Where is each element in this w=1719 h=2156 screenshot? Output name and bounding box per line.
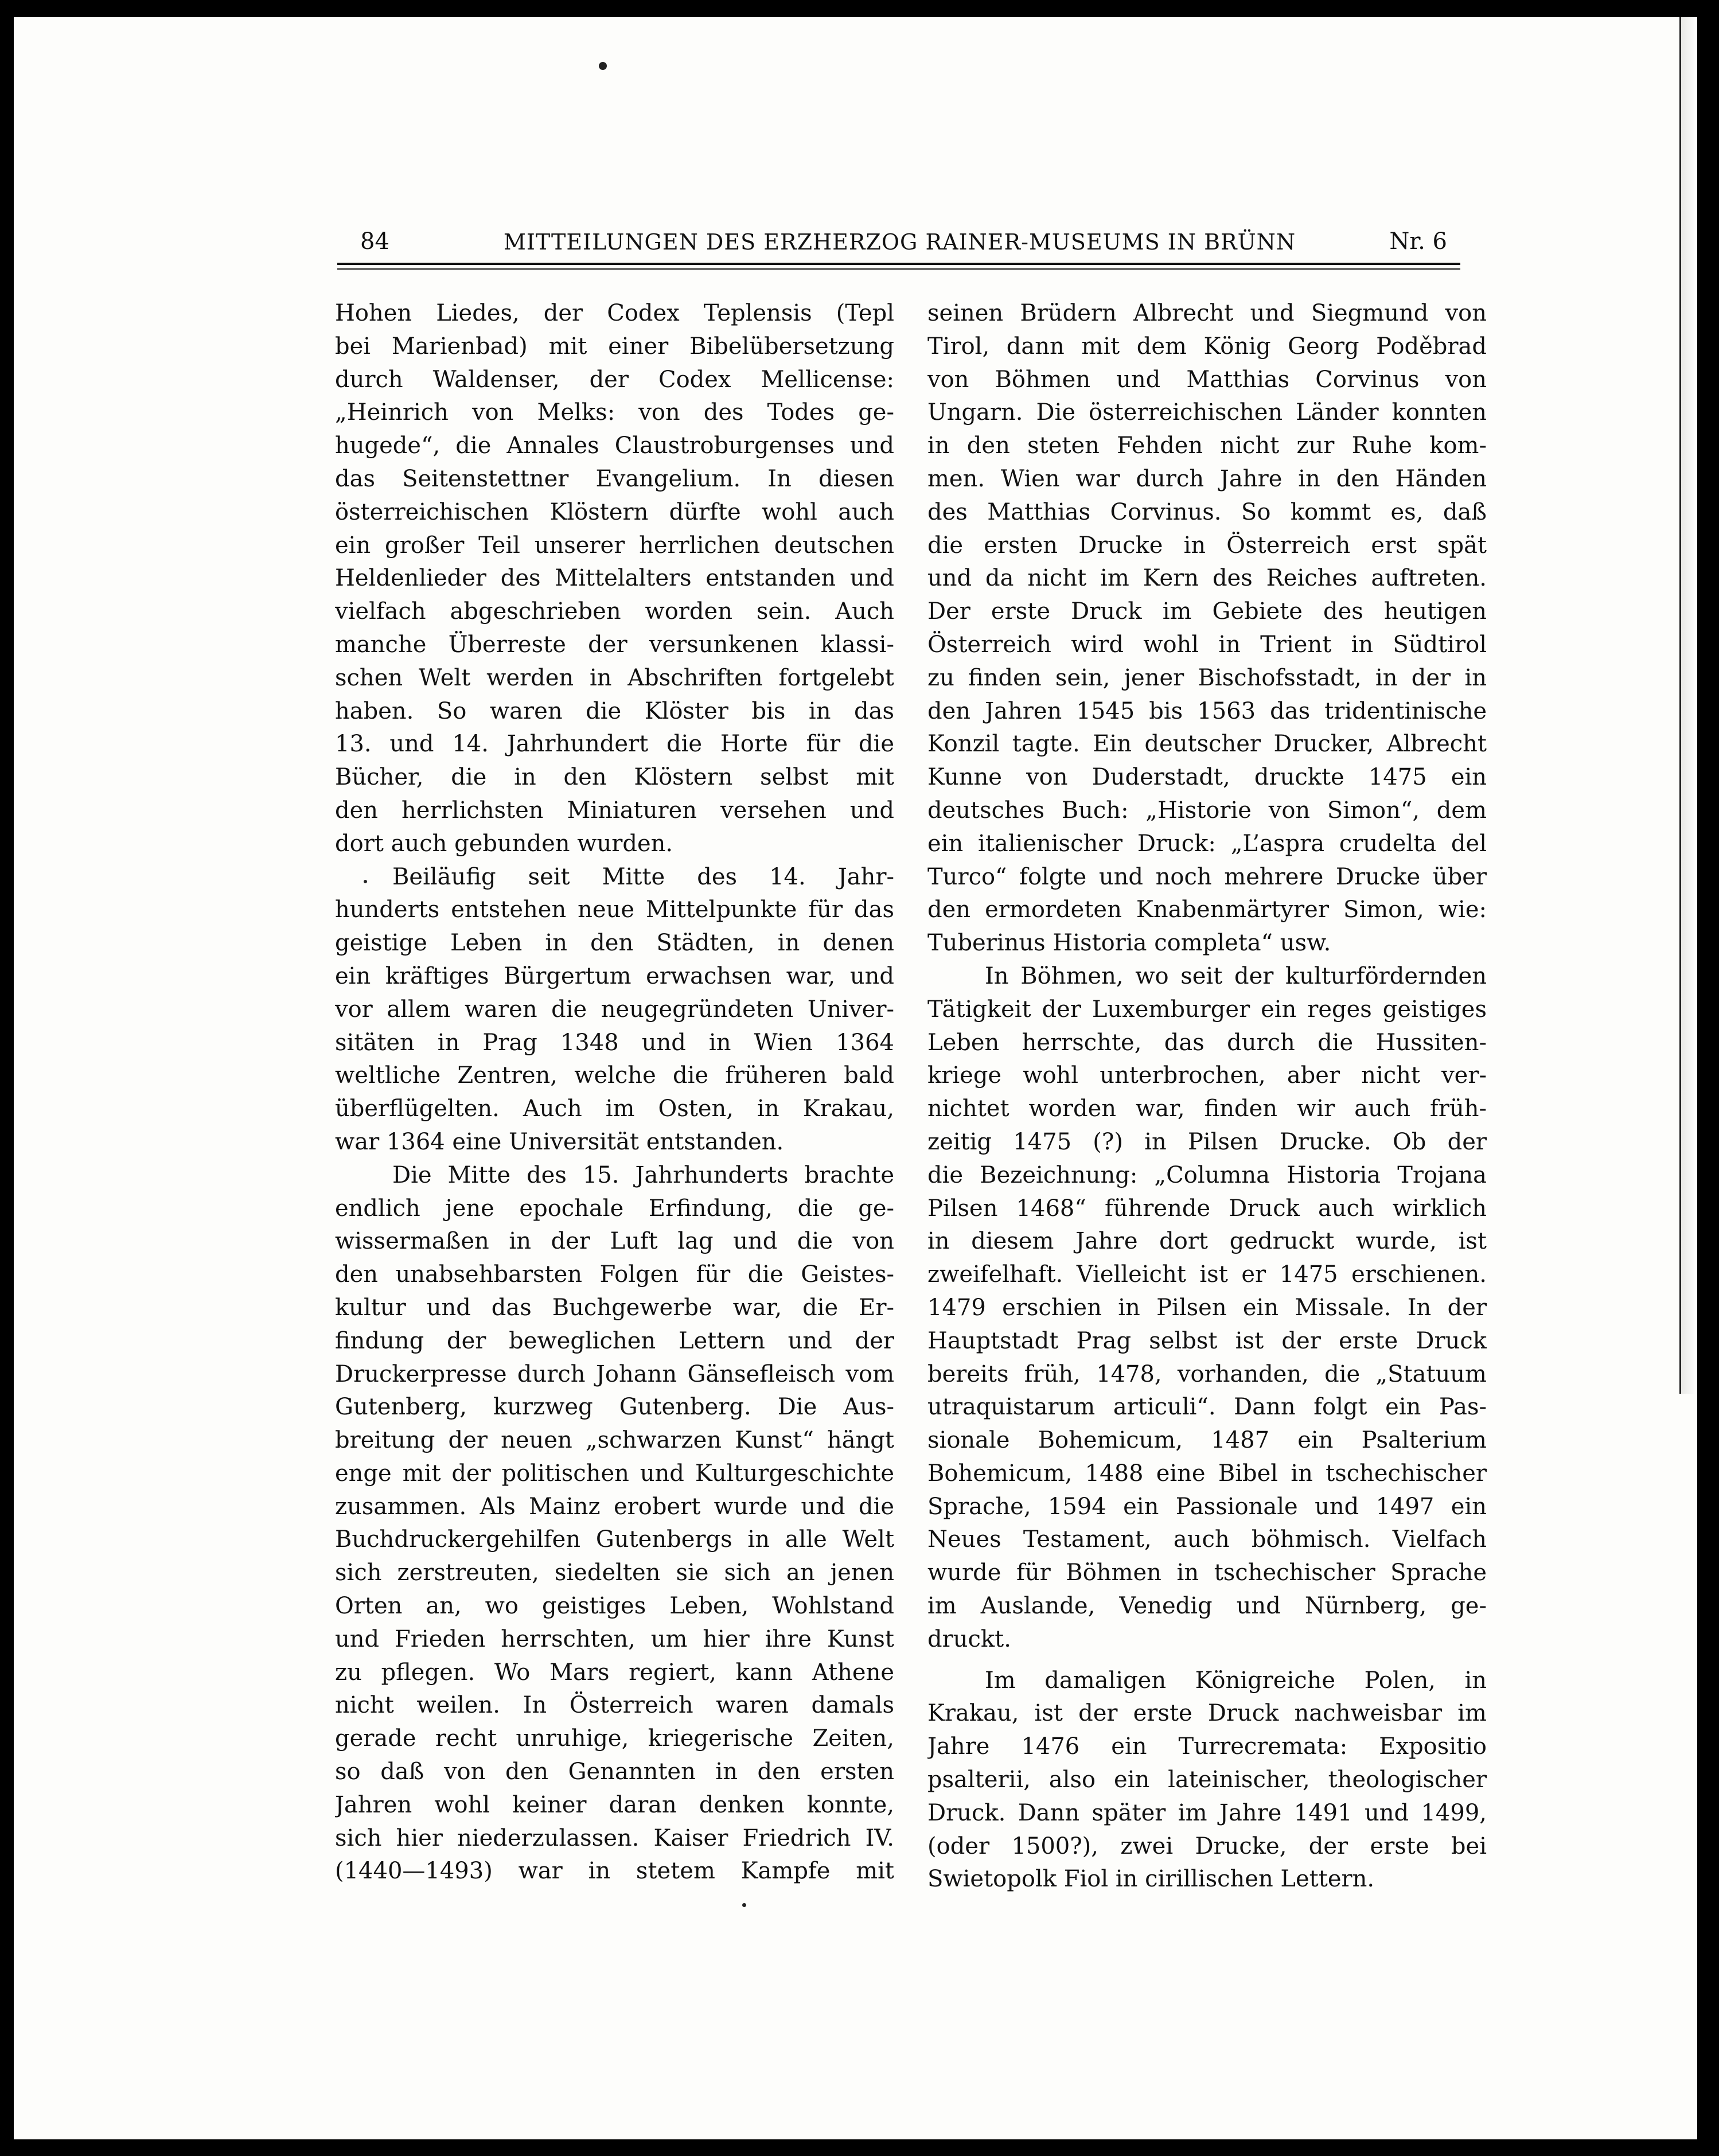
text-line: endlich jene epochale Erfindung, die ge-	[335, 1195, 894, 1222]
text-line: kultur und das Buchgewerbe war, die Er-	[335, 1294, 894, 1321]
text-line: Bücher, die in den Klöstern selbst mit	[335, 764, 894, 791]
text-line: Österreich wird wohl in Trient in Südtirol	[927, 631, 1487, 658]
text-line: österreichischen Klöstern dürfte wohl auch	[335, 498, 894, 525]
text-line: des Matthias Corvinus. So kommt es, daß	[927, 498, 1487, 525]
text-line: Druck. Dann später im Jahre 1491 und 1499,	[927, 1799, 1487, 1826]
text-line: breitung der neuen „schwarzen Kunst“ hängt	[335, 1427, 894, 1454]
text-line: In Böhmen, wo seit der kulturfördernden	[985, 962, 1487, 989]
text-line: 13. und 14. Jahrhundert die Horte für die	[335, 731, 894, 758]
text-line: (oder 1500?), zwei Drucke, der erste bei	[927, 1833, 1487, 1859]
text-line: Heldenlieder des Mittelalters entstanden und	[335, 565, 894, 592]
text-line: wurde für Böhmen in tschechischer Sprache	[927, 1560, 1487, 1586]
text-line: deutsches Buch: „Historie von Simon“, dem	[927, 797, 1487, 824]
text-line: Der erste Druck im Gebiete des heutigen	[927, 598, 1487, 625]
text-line: den ermordeten Knabenmärtyrer Simon, wie:	[927, 896, 1487, 923]
text-line: wissermaßen in der Luft lag und die von	[335, 1228, 894, 1255]
text-line: sionale Bohemicum, 1487 ein Psalterium	[927, 1427, 1487, 1454]
text-line: Pilsen 1468“ führende Druck auch wirklich	[927, 1195, 1487, 1222]
text-line: Swietopolk Fiol in cirillischen Lettern.	[927, 1866, 1375, 1893]
text-line: nichtet worden war, finden wir auch früh-	[927, 1095, 1487, 1122]
text-line: in diesem Jahre dort gedruckt wurde, ist	[927, 1228, 1487, 1255]
text-line: vor allem waren die neugegründeten Univer-	[335, 996, 894, 1023]
text-line: von Böhmen und Matthias Corvinus von	[927, 366, 1487, 393]
header-rule-thin	[337, 268, 1460, 270]
text-line: ein kräftiges Bürgertum erwachsen war, und	[335, 962, 894, 989]
text-line: Neues Testament, auch böhmisch. Vielfach	[927, 1526, 1487, 1553]
text-line: durch Waldenser, der Codex Mellicense:	[335, 366, 894, 393]
text-line: manche Überreste der versunkenen klassi-	[335, 631, 894, 658]
text-line: Hohen Liedes, der Codex Teplensis (Tepl	[335, 300, 894, 326]
text-line: Tirol, dann mit dem König Georg Poděbrad	[927, 333, 1487, 360]
text-line: bereits früh, 1478, vorhanden, die „Statuum	[927, 1360, 1487, 1387]
page-edge-strip	[1679, 17, 1697, 1394]
page-number: 84	[360, 228, 389, 255]
ink-speck	[599, 62, 607, 70]
text-line: Bohemicum, 1488 eine Bibel in tschechischer	[927, 1460, 1487, 1487]
text-line: sich hier niederzulassen. Kaiser Friedrich IV.	[335, 1824, 894, 1851]
text-line: bei Marienbad) mit einer Bibelübersetzung	[335, 333, 894, 360]
text-line: zweifelhaft. Vielleicht ist er 1475 erschienen.	[927, 1261, 1487, 1288]
text-line: Beiläufig seit Mitte des 14. Jahr-	[392, 863, 894, 890]
text-line: Tätigkeit der Luxemburger ein reges geistiges	[927, 996, 1487, 1023]
text-line: zu finden sein, jener Bischofsstadt, in der in	[927, 664, 1487, 691]
text-line: Tuberinus Historia completa“ usw.	[927, 930, 1331, 957]
text-line: zu pflegen. Wo Mars regiert, kann Athene	[335, 1659, 894, 1686]
text-line: Leben herrschte, das durch die Hussiten-	[927, 1029, 1487, 1056]
text-line: schen Welt werden in Abschriften fortgelebt	[335, 664, 894, 691]
text-line: haben. So waren die Klöster bis in das	[335, 697, 894, 724]
text-line: Druckerpresse durch Johann Gänsefleisch vom	[335, 1360, 894, 1387]
text-line: Buchdruckergehilfen Gutenbergs in alle Welt	[335, 1526, 894, 1553]
text-line: war 1364 eine Universität entstanden.	[335, 1128, 784, 1155]
text-line: sich zerstreuten, siedelten sie sich an jenen	[335, 1560, 894, 1586]
text-line: Gutenberg, kurzweg Gutenberg. Die Aus-	[335, 1394, 894, 1421]
text-line: ein italienischer Druck: „L’aspra crudelta del	[927, 830, 1487, 857]
text-line: Die Mitte des 15. Jahrhunderts brachte	[392, 1161, 894, 1188]
text-line: den Jahren 1545 bis 1563 das tridentinische	[927, 697, 1487, 724]
header-rule-thick	[337, 263, 1460, 265]
text-line: zusammen. Als Mainz erobert wurde und die	[335, 1493, 894, 1520]
text-line: Im damaligen Königreiche Polen, in	[985, 1667, 1487, 1694]
issue-number: Nr. 6	[1389, 228, 1447, 255]
text-line: Orten an, wo geistiges Leben, Wohlstand	[335, 1593, 894, 1620]
text-line: den herrlichsten Miniaturen versehen und	[335, 797, 894, 824]
text-line: die ersten Drucke in Österreich erst spät	[927, 532, 1487, 559]
text-line: weltliche Zentren, welche die früheren bald	[335, 1062, 894, 1089]
text-line: hunderts entstehen neue Mittelpunkte für das	[335, 896, 894, 923]
text-line: vielfach abgeschrieben worden sein. Auch	[335, 598, 894, 625]
text-line: utraquistarum articuli“. Dann folgt ein Pas-	[927, 1394, 1487, 1421]
text-line: in den steten Fehden nicht zur Ruhe kom-	[927, 432, 1487, 459]
text-line: und Frieden herrschten, um hier ihre Kunst	[335, 1625, 894, 1652]
text-line: so daß von den Genannten in den ersten	[335, 1759, 894, 1785]
text-line: druckt.	[927, 1625, 1011, 1652]
text-line: Sprache, 1594 ein Passionale und 1497 ein	[927, 1493, 1487, 1520]
text-line: Krakau, ist der erste Druck nachweisbar im	[927, 1700, 1487, 1727]
text-line: zeitig 1475 (?) in Pilsen Drucke. Ob der	[927, 1128, 1487, 1155]
text-line: dort auch gebunden wurden.	[335, 830, 673, 857]
text-line: das Seitenstettner Evangelium. In diesen	[335, 465, 894, 492]
text-line: geistige Leben in den Städten, in denen	[335, 930, 894, 957]
text-line: hugede“, die Annales Claustroburgenses und	[335, 432, 894, 459]
text-line: ein großer Teil unserer herrlichen deutschen	[335, 532, 894, 559]
text-line: überflügelten. Auch im Osten, in Krakau,	[335, 1095, 894, 1122]
text-line: kriege wohl unterbrochen, aber nicht ver-	[927, 1062, 1487, 1089]
journal-title: MITTEILUNGEN DES ERZHERZOG RAINER-MUSEUMS IN BRÜNN	[504, 229, 1296, 255]
ink-speck	[742, 1903, 746, 1907]
text-line: und da nicht im Kern des Reiches auftreten.	[927, 565, 1487, 592]
left-column	[335, 297, 894, 1888]
text-line: 1479 erschien in Pilsen ein Missale. In der	[927, 1294, 1487, 1321]
text-line: enge mit der politischen und Kulturgeschichte	[335, 1460, 894, 1487]
right-column	[927, 297, 1487, 1896]
text-line: Ungarn. Die österreichischen Länder konnten	[927, 399, 1487, 426]
text-line: Turco“ folgte und noch mehrere Drucke über	[927, 863, 1487, 890]
text-line: nicht weilen. In Österreich waren damals	[335, 1692, 894, 1719]
text-line: gerade recht unruhige, kriegerische Zeiten,	[335, 1725, 894, 1752]
running-header	[337, 228, 1459, 263]
text-line: men. Wien war durch Jahre in den Händen	[927, 465, 1487, 492]
text-line: den unabsehbarsten Folgen für die Geistes-	[335, 1261, 894, 1288]
text-line: die Bezeichnung: „Columna Historia Trojana	[927, 1161, 1487, 1188]
text-line: im Auslande, Venedig und Nürnberg, ge-	[927, 1593, 1487, 1620]
text-line: Jahre 1476 ein Turrecremata: Expositio	[927, 1733, 1487, 1760]
text-line: Kunne von Duderstadt, druckte 1475 ein	[927, 764, 1487, 791]
text-line: Konzil tagte. Ein deutscher Drucker, Albrecht	[927, 731, 1487, 758]
text-line: findung der beweglichen Lettern und der	[335, 1327, 894, 1354]
text-line: Hauptstadt Prag selbst ist der erste Druck	[927, 1327, 1487, 1354]
text-line: (1440—1493) war in stetem Kampfe mit	[335, 1858, 894, 1885]
text-line: Jahren wohl keiner daran denken konnte,	[335, 1791, 894, 1818]
text-line: seinen Brüdern Albrecht und Siegmund von	[927, 300, 1487, 326]
text-line: sitäten in Prag 1348 und in Wien 1364	[335, 1029, 894, 1056]
text-line: „Heinrich von Melks: von des Todes ge-	[335, 399, 894, 426]
text-line: psalterii, also ein lateinischer, theologischer	[927, 1767, 1487, 1794]
